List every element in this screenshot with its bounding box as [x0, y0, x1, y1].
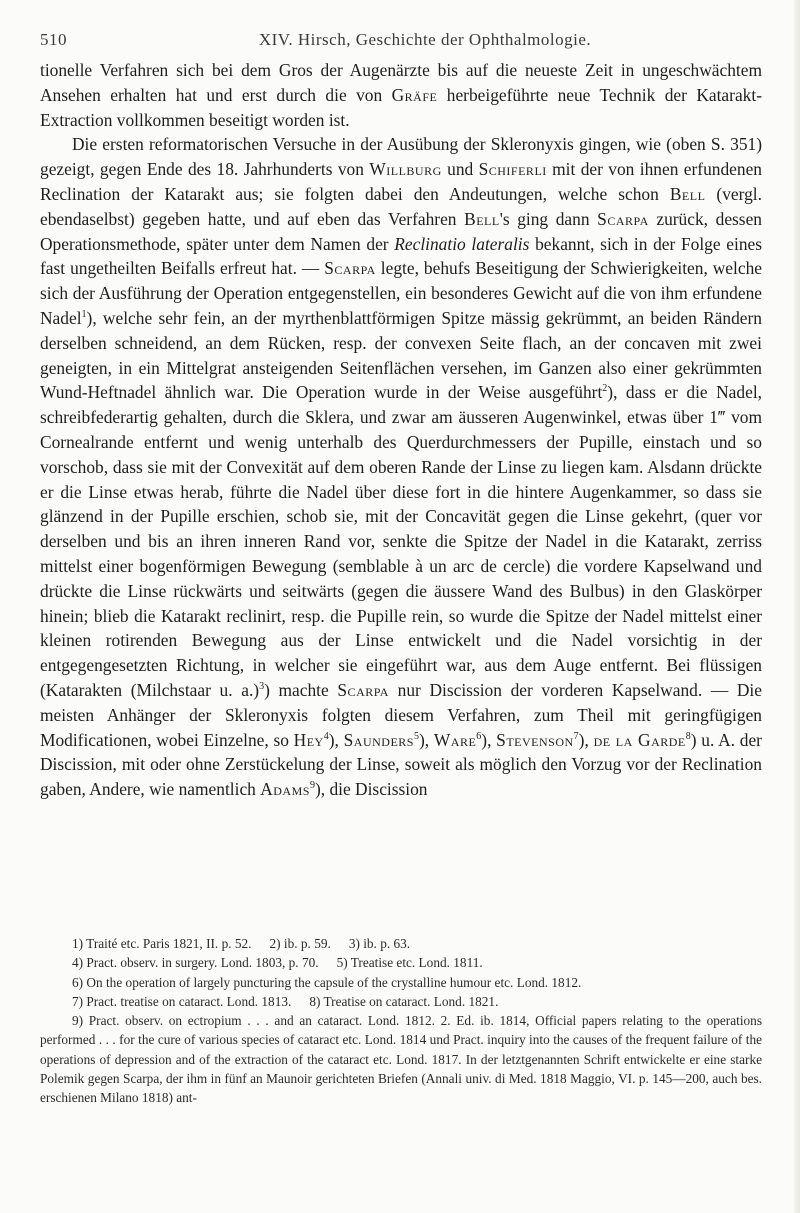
author-name: Saunders	[343, 729, 414, 750]
text-run: tionelle Verfahren sich bei dem Gros der Augenärzte bis auf die neueste Zeit in ungeschwächtem Ansehen erhalten hat und erst durch die von	[40, 60, 762, 105]
paragraph	[40, 58, 762, 132]
text-run: ),	[328, 729, 344, 750]
author-name: Stevenson	[496, 729, 574, 750]
text-run: ), welche sehr fein, an der myrthenblattförmigen Spitze mässig gekrümmt, an beiden Rändern derselben schneidend, an dem Rücken, resp. der convexen Seite flach, an der concaven mit zwei geneigten, in ein Mittelgrat ansteigenden Seitenflächen versehen, im Ganzen also einer gekrümmten Wund-Heftnadel ähnlich war. Die Operation wurde in der Weise ausgeführt	[40, 307, 762, 403]
text-run: zurück, dessen Operationsmethode, später unter dem Namen der	[40, 208, 762, 254]
footnote-ref: 3	[259, 681, 265, 693]
author-name: de la Garde	[593, 729, 686, 750]
text-run: (vergl. ebendaselbst) gegeben hatte, und auf eben das Verfahren	[40, 183, 762, 229]
text-run: und	[441, 159, 479, 180]
footnote-ref: 1	[81, 309, 87, 321]
running-title: XIV. Hirsch, Geschichte der Ophthalmologie.	[258, 30, 592, 49]
footnote	[40, 934, 762, 953]
footnote-ref: 4	[323, 730, 329, 742]
text-run: legte, behufs Beseitigung der Schwierigkeiten, welche sich der Ausführung der Operation entgegenstellen, ein besonderes Gewicht auf die von ihm erfundene Nadel	[40, 258, 762, 328]
footnotes	[40, 934, 762, 1108]
text-run: ),	[418, 729, 434, 750]
paragraph	[40, 132, 762, 802]
text-run: ),	[578, 729, 594, 750]
footnote-entry: 1) Traité etc. Paris 1821, II. p. 52.	[72, 936, 252, 951]
footnote-entry: 9) Pract. observ. on ectropium . . . and an cataract. Lond. 1812. 2. Ed. ib. 1814, Official papers relating to the operations performed . . . for the cure of various species of cataract etc. Lond. 1814 und Pract. inquiry into the causes of the frequent failure of the operations of depression and of the extraction of the cataract etc. Lond. 1817. In der letztgenannten Schrift entwickelte er eine starke Polemik gegen Scarpa, der ihm in fünf an Maunoir gerichteten Briefen (Annali univ. di Med. 1818 Maggio, VI. p. 145—200, auch bes. erschienen Milano 1818) ant-	[40, 1013, 762, 1106]
author-name: Willburg	[369, 159, 442, 180]
footnote-entry: 3) ib. p. 63.	[348, 936, 411, 951]
footnote-entry: 6) On the operation of largely puncturing the capsule of the crystalline humour etc. Lond. 1812.	[72, 974, 582, 990]
author-name: Scarpa	[597, 208, 649, 229]
author-name: Ware	[433, 729, 477, 750]
footnote-entry: 7) Pract. treatise on cataract. Lond. 1813.	[72, 993, 292, 1009]
footnote-ref: 6	[476, 730, 482, 742]
footnote-entry: 5) Treatise etc. Lond. 1811.	[336, 955, 483, 971]
footnote-ref: 7	[573, 730, 579, 742]
author-name: Adams	[260, 779, 310, 800]
text-run: ), dass er die Nadel, schreibfederartig gehalten, durch die Sklera, und zwar am äusseren Augenwinkel, etwas über 1‴ vom Cornealrande entfernt und wenig unterhalb des Querdurchmessers der Pupille, einstach und so vorschob, dass sie mit der Convexität auf dem oberen Rande der Linse zu liegen kam. Alsdann drückte er die Linse etwas herab, führte die Nadel über diese fort in die hintere Augenkammer, so dass sie glänzend in der Pupille erschien, schob sie, mit der Concavität gegen die Linse gekehrt, (quer vor derselben und bis an ihren inneren Rand vor, senkte die Spitze der Nadel in die Katarakt, zerriss mittelst einer bogenförmigen Bewegung (semblable à un arc de cercle) die vordere Kapselwand und drückte die Linse rückwärts und seitwärts (gegen die äussere Wand des Bulbus) in den Glaskörper hinein; blieb die Katarakt reclinirt, resp. die Pupille rein, so wurde die Spitze der Nadel mittelst einer kleinen rotirenden Bewegung aus der Linse entwickelt und die Nadel vorsichtig in der entgegengesetzten Richtung, in welcher sie eingeführt war, aus dem Auge entfernt. Bei flüssigen (Katarakten (Milchstaar u. a.)	[40, 382, 762, 700]
author-name: Gräfe	[391, 84, 438, 105]
text-run: ) u. A. der Discission, mit oder ohne Zerstückelung der Linse, soweit als möglich den Vorzug vor der Reclination gaben, Andere, wie namentlich	[40, 729, 762, 800]
author-name: Schiferli	[478, 159, 547, 180]
text-run: ),	[481, 729, 497, 750]
text-run: ), die Discission	[314, 779, 428, 800]
author-name: Scarpa	[337, 679, 389, 700]
page-edge-shadow	[794, 0, 800, 1213]
footnote-ref: 2	[602, 383, 608, 395]
text-run: nur Discission der vorderen Kapselwand. — Die meisten Anhänger der Skleronyxis folgten diesem Verfahren, zum Theil mit geringfügigen Modificationen, wobei Einzelne, so	[40, 679, 762, 750]
footnote	[40, 992, 762, 1011]
author-name: Bell	[669, 183, 706, 204]
author-name: Scarpa	[324, 258, 376, 279]
text-run: 's ging dann	[499, 208, 598, 229]
running-header	[40, 22, 765, 52]
author-name: Bell	[464, 208, 500, 229]
text-run: bekannt, sich in der Folge eines fast ungetheilten Beifalls erfreut hat. —	[40, 233, 763, 279]
footnote	[40, 1011, 762, 1107]
footnote	[40, 953, 762, 972]
footnote-ref: 5	[413, 730, 419, 742]
footnote-ref: 9	[309, 780, 315, 792]
text-run: herbeigeführte neue Technik der Katarakt-Extraction vollkommen beseitigt worden ist.	[40, 84, 762, 130]
footnote-entry: 4) Pract. observ. in surgery. Lond. 1803, p. 70.	[72, 955, 319, 971]
footnote-entry: 8) Treatise on cataract. Lond. 1821.	[309, 993, 499, 1009]
text-run: ) machte	[264, 679, 338, 700]
italic-term: Reclinatio lateralis	[394, 233, 530, 254]
page-number: 510	[40, 30, 67, 49]
main-text	[40, 58, 762, 802]
footnote-entry: 2) ib. p. 59.	[269, 936, 331, 951]
footnote-ref: 8	[685, 730, 691, 742]
text-run: Die ersten reformatorischen Versuche in der Ausübung der Skleronyxis gingen, wie (oben S. 351) gezeigt, gegen Ende des 18. Jahrhunderts von	[40, 134, 762, 180]
footnote	[40, 973, 762, 992]
text-run: mit der von ihnen erfundenen Reclination der Katarakt aus; sie folgten dabei den Andeutungen, welche schon	[40, 159, 762, 204]
author-name: Hey	[293, 729, 324, 750]
